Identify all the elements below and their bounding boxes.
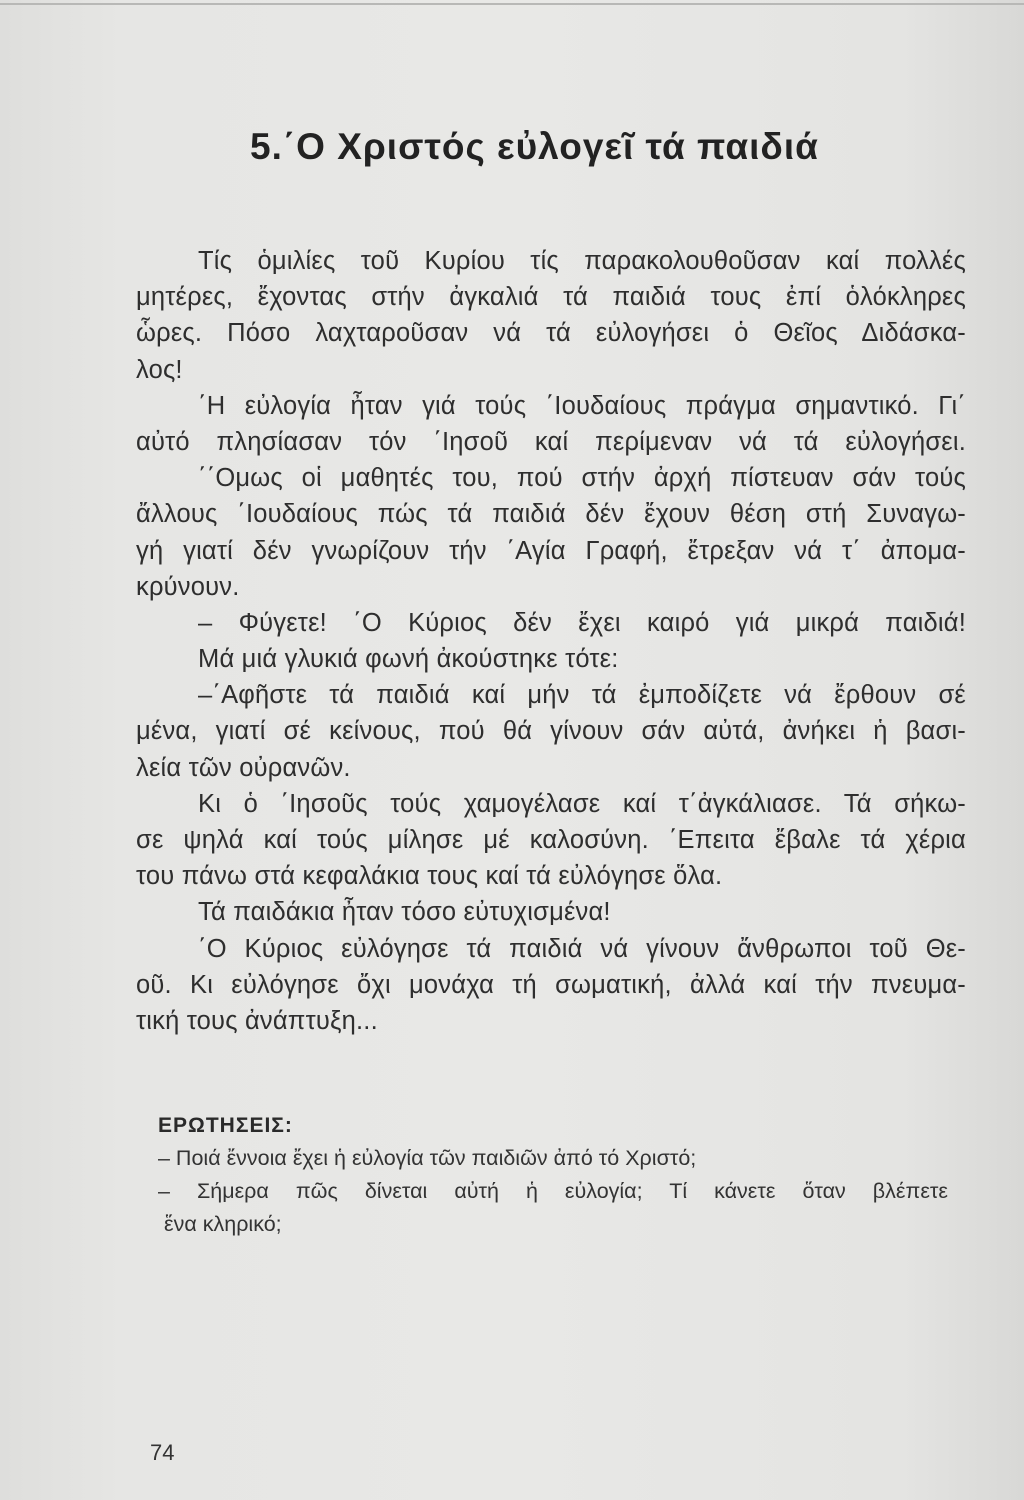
text-line: αὐτό πλησίασαν τόν ΄Ιησοῦ καί περίμεναν νά τά εὐλογήσει. — [136, 427, 966, 456]
text-line: – Φύγετε! ΄Ο Κύριος δέν ἔχει καιρό γιά μικρά παιδιά! — [198, 608, 966, 637]
question-item: ἕνα κληρικό; — [164, 1212, 282, 1236]
text-line: κρύνουν. — [136, 572, 240, 601]
question-item: – Σήμερα πῶς δίνεται αὐτή ἡ εὐλογία; Τί κάνετε ὅταν βλέπετε — [158, 1179, 948, 1203]
text-line: ἄλλους ΄Ιουδαίους πώς τά παιδιά δέν ἔχουν θέση στή Συναγω- — [136, 500, 966, 529]
text-line: Κι ὁ ΄Ιησοῦς τούς χαμογέλασε καί τ΄ἀγκάλιασε. Τά σήκω- — [198, 789, 966, 818]
chapter-title: 5.΄Ο Χριστός εὐλογεῖ τά παιδιά — [250, 126, 819, 167]
text-line: ΄Η εὐλογία ἦταν γιά τούς ΄Ιουδαίους πράγμα σημαντικό. Γι΄ — [198, 391, 966, 420]
text-line: σε ψηλά καί τούς μίλησε μέ καλοσύνη. ΄Επειτα ἔβαλε τά χέρια — [136, 826, 966, 854]
text-line: Τά παιδάκια ἦταν τόσο εὐτυχισμένα! — [198, 898, 611, 927]
text-line: γή γιατί δέν γνωρίζουν τήν ΄Αγία Γραφή, ἔτρεξαν νά τ΄ ἀπομα- — [136, 536, 966, 565]
text-line: οῦ. Κι εὐλόγησε ὄχι μονάχα τή σωματική, ἀλλά καί τήν πνευμα- — [136, 970, 966, 999]
text-line: Τίς ὁμιλίες τοῦ Κυρίου τίς παρακολουθοῦσαν καί πολλές — [198, 247, 966, 275]
text-line: μητέρες, ἔχοντας στήν ἀγκαλιά τά παιδιά τους ἐπί ὁλόκληρες — [136, 283, 966, 312]
text-line: ΄Ο Κύριος εὐλόγησε τά παιδιά νά γίνουν ἄνθρωποι τοῦ Θε- — [198, 934, 966, 963]
text-line: Μά μιά γλυκιά φωνή ἀκούστηκε τότε: — [198, 645, 619, 674]
text-line: ΄΄Ομως οἱ μαθητές του, πού στήν ἀρχή πίστευαν σάν τούς — [198, 464, 966, 493]
text-line: –΄Αφῆστε τά παιδιά καί μήν τά ἐμποδίζετε νά ἔρθουν σέ — [198, 681, 966, 710]
questions-heading: ΕΡΩΤΗΣΕΙΣ: — [158, 1114, 293, 1137]
text-line: ὧρες. Πόσο λαχταροῦσαν νά τά εὐλογήσει ὁ Θεῖος Διδάσκα- — [136, 319, 966, 348]
text-line: λος! — [136, 355, 183, 384]
page-number: 74 — [150, 1440, 175, 1465]
text-line: τική τους ἀνάπτυξη... — [136, 1006, 378, 1035]
questions-section — [158, 1110, 948, 1241]
body-text — [136, 243, 966, 1039]
text-line: μένα, γιατί σέ κείνους, πού θά γίνουν σάν αὐτά, ἀνήκει ἡ βασι- — [136, 717, 966, 746]
question-item: – Ποιά ἔννοια ἔχει ἡ εὐλογία τῶν παιδιῶν ἀπό τό Χριστό; — [158, 1146, 697, 1170]
page-top-edge — [0, 3, 1024, 5]
text-line: λεία τῶν οὐρανῶν. — [136, 753, 351, 782]
text-line: του πάνω στά κεφαλάκια τους καί τά εὐλόγησε ὅλα. — [136, 862, 723, 891]
